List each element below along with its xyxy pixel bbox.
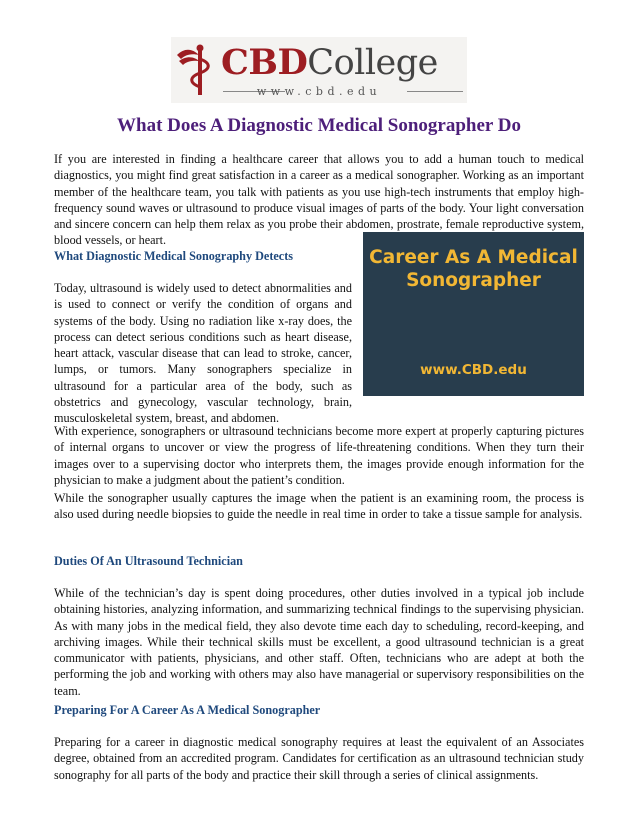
page-title: What Does A Diagnostic Medical Sonographer Do	[117, 115, 521, 136]
intro-paragraph: If you are interested in finding a healthcare career that allows you to add a human touch to medical diagnostics, you might find great satisfaction in a career as a medical sonographer. Working as an important member of the healthcare team, you talk with patients as you use high-tech instruments that employ high-frequency sound waves or ultrasound to produce visual images of parts of the body. Your light conversation and sincere concern can help them relax as you probe their abdomen, prostrate, female reproductive system, blood vessels, or heart.	[54, 152, 584, 248]
logo-wordmark	[221, 43, 438, 83]
logo-url: www.cbd.edu	[256, 85, 382, 98]
logo-brand: CBD	[221, 42, 308, 83]
duties-paragraph: While of the technician’s day is spent doing procedures, other duties involved in a typical job include obtaining histories, analyzing information, and summarizing technical findings to the supervising physician. As with many jobs in the medical field, they also devote time each day to scheduling, record-keeping, and archiving images. While their technical skills must be excellent, a good ultrasound technician is a great communicator with patients, physicians, and other staff. Often, technicians who are adept at both the performing the job and working with others may also have managerial or supervisory responsibilities on the team.	[54, 586, 584, 698]
preparing-paragraph: Preparing for a career in diagnostic medical sonography requires at least the equivalent of an Associates degree, obtained from an accredited program. Candidates for certification as an ultrasound technician study sonography for all parts of the body and practice their skill through a series of clinical assignments.	[54, 735, 584, 782]
experience-paragraph: With experience, sonographers or ultrasound technicians become more expert at properly capturing pictures of internal organs to uncover or view the progress of life-threatening conditions. When they turn their images over to a supervising doctor who interprets them, the images provide enough information for the physician to make a judgment about the patient’s condition.	[54, 424, 584, 487]
section-heading-duties: Duties Of An Ultrasound Technician	[54, 554, 243, 568]
cbd-college-logo	[171, 37, 467, 103]
career-banner	[363, 232, 584, 396]
banner-title: Career As A Medical Sonographer	[369, 247, 578, 291]
banner-url: www.CBD.edu	[420, 362, 527, 378]
logo-name: College	[307, 43, 438, 83]
biopsy-paragraph: While the sonographer usually captures the image when the patient is an examining room, the process is also used during needle biopsies to guide the needle in real time in order to take a tissue sample for analysis.	[54, 491, 584, 522]
section-heading-detects: What Diagnostic Medical Sonography Detects	[54, 249, 293, 263]
detects-paragraph: Today, ultrasound is widely used to detect abnormalities and is used to connect or verify the condition of organs and systems of the body. Using no radiation like x-ray does, the process can detect serious conditions such as heart disease, heart attack, vascular disease that can lead to stroke, cancer, lumps, or tumors. Many sonographers specialize in ultrasound for a particular area of the body, such as obstetrics and gynecology, vascular technology, brain, musculoskeletal system, breast, and abdomen.	[54, 281, 352, 426]
section-heading-preparing: Preparing For A Career As A Medical Sonographer	[54, 703, 321, 717]
